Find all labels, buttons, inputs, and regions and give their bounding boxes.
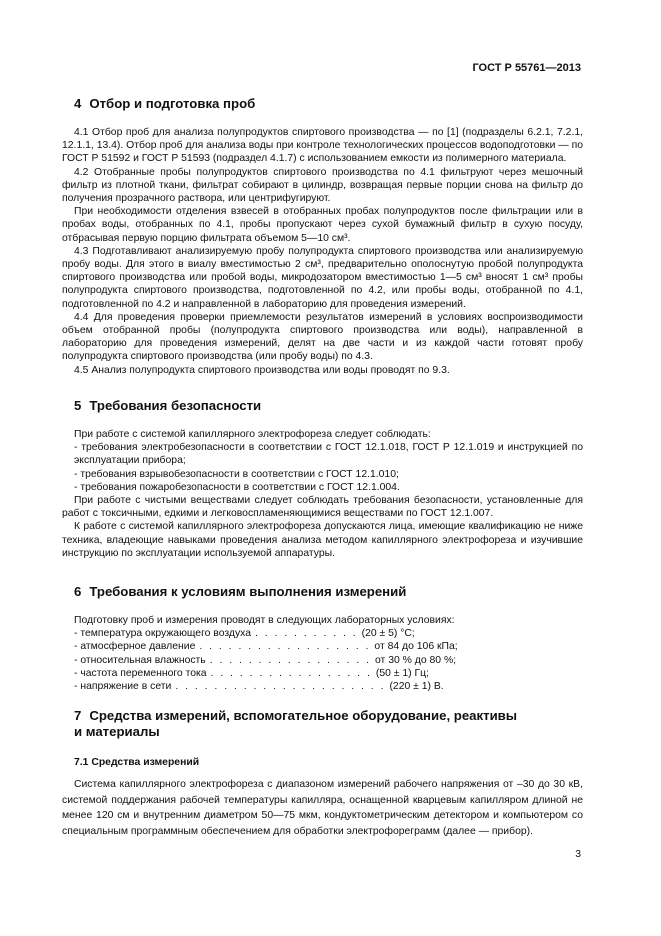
section-number: 6 <box>74 584 82 599</box>
condition-row <box>62 667 583 680</box>
paragraph-7-1: Система капиллярного электрофореза с диапазоном измерений рабочего напряжения от –30 до 30 кВ, системой поддержания рабочей температуры капилляра, оснащенной кварцевым капилляром длиной не менее 120 см и внутренним диаметром 50—75 мкм, кондуктометрическим детектором и компьютером со специальным программным обеспечением для обработки электрофореграмм (далее — прибор). <box>62 779 583 837</box>
paragraph-4-4: 4.4 Для проведения проверки приемлемости результатов измерений в условиях воспроизводимости объем отобранной пробы (полупродукта спиртового производства или воды), направленной в лабораторию для проведения измерений, делят на две части и из каждой части готовят пробу полупродукта спиртового производства (или пробу воды) по 4.3. <box>62 311 583 363</box>
leader-dots: . . . . . . . . . . . . . . . . . . <box>199 641 371 653</box>
section-title: Требования безопасности <box>89 398 262 413</box>
leader-dots: . . . . . . . . . . . . . . . . . <box>209 654 371 666</box>
paragraph-4-5: 4.5 Анализ полупродукта спиртового производства или воды проводят по 9.3. <box>74 364 450 376</box>
condition-value: (50 ± 1) Гц; <box>375 667 429 679</box>
paragraph-5-a: При работе с чистыми веществами следует соблюдать требования безопасности, установленные для работ с токсичными, едкими и легковоспламеняющимися веществами по ГОСТ 12.1.007. <box>62 495 583 520</box>
subsection-7-1-heading: 7.1 Средства измерений <box>74 757 200 768</box>
section-4-body <box>62 126 583 377</box>
list-item: - требования электробезопасности в соответствии с ГОСТ 12.1.018, ГОСТ Р 12.1.019 и инструкцией по эксплуатации прибора; <box>74 442 583 467</box>
condition-value: (20 ± 5) °С; <box>361 628 415 640</box>
section-number: 7 <box>74 708 82 723</box>
condition-value: (220 ± 1) В. <box>389 681 444 693</box>
leader-dots: . . . . . . . . . . . . . . . . . <box>210 667 372 679</box>
condition-label: - атмосферное давление <box>74 641 196 653</box>
section-4-heading <box>62 96 583 112</box>
paragraph-4-3: 4.3 Подготавливают анализируемую пробу полупродукта спиртового производства или анализируемую пробу воды. Для этого в виалу вместимостью 2 см³, предварительно ополоснутую пробой полупродукта спиртового производства или пробой воды, микродозатором вместимостью 1—5 см³ вносят 1 см³ пробы полупродукта спиртового производства, подготовленной по 4.2, или пробы воды, отобранной по 4.1, подготовленной по 4.2 и направленной в лабораторию для проведения измерений. <box>62 245 583 310</box>
condition-label: - частота переменного тока <box>74 667 207 679</box>
section-5 <box>62 398 583 414</box>
condition-value: от 84 до 106 кПа; <box>374 641 458 653</box>
section-6 <box>62 584 583 600</box>
condition-label: - температура окружающего воздуха <box>74 628 252 640</box>
section-4 <box>62 96 583 112</box>
standard-designation: ГОСТ Р 55761—2013 <box>472 62 581 74</box>
section-title: Требования к условиям выполнения измерений <box>89 584 407 599</box>
section-5-body <box>62 428 583 560</box>
condition-row <box>62 627 583 640</box>
condition-label: - напряжение в сети <box>74 681 172 693</box>
leader-dots: . . . . . . . . . . . <box>255 628 358 640</box>
paragraph-5-intro: При работе с системой капиллярного электрофореза следует соблюдать: <box>74 429 431 440</box>
section-title-continued: и материалы <box>74 724 160 739</box>
condition-row <box>62 654 583 667</box>
section-6-heading <box>62 584 583 600</box>
section-7-body <box>62 756 583 839</box>
section-number: 4 <box>74 96 82 111</box>
condition-row <box>62 680 583 693</box>
section-7-heading <box>62 708 583 740</box>
list-item: - требования пожаробезопасности в соответствии с ГОСТ 12.1.004. <box>74 481 400 493</box>
section-title: Отбор и подготовка проб <box>89 96 256 111</box>
section-5-heading <box>62 398 583 414</box>
section-title: Средства измерений, вспомогательное оборудование, реактивы <box>89 708 518 723</box>
page-number: 3 <box>575 849 581 860</box>
paragraph-4-1: 4.1 Отбор проб для анализа полупродуктов спиртового производства — по [1] (подразделы 6.2.1, 7.2.1, 12.1.1, 13.4). Отбор проб для анализа воды при контроле технологических процессов водоподготовки — по ГОСТ Р 51592 и ГОСТ Р 51593 (подраздел 4.1.7) с использованием емкости из полимерного материала. <box>62 127 583 165</box>
section-7 <box>62 708 583 740</box>
paragraph-5-b: К работе с системой капиллярного электрофореза допускаются лица, имеющие квалификацию не ниже техника, владеющие навыками проведения анализа методом капиллярного электрофореза и изучившие инструкцию по эксплуатации используемой аппаратуры. <box>62 521 583 559</box>
section-number: 5 <box>74 398 82 413</box>
paragraph-6-intro: Подготовку проб и измерения проводят в следующих лабораторных условиях: <box>74 615 455 626</box>
condition-label: - относительная влажность <box>74 654 206 666</box>
list-item: - требования взрывобезопасности в соответствии с ГОСТ 12.1.010; <box>74 468 399 480</box>
condition-value: от 30 % до 80 %; <box>375 654 457 666</box>
section-6-body <box>62 614 583 693</box>
paragraph-4-2-b: При необходимости отделения взвесей в отобранных пробах полупродуктов после фильтрации или в пробах воды, отобранных по 4.1, пробы пропускают через сухой бумажный фильтр в сухую посуду, отбрасывая первую порцию фильтрата объемом 5—10 см³. <box>62 206 583 244</box>
paragraph-4-2: 4.2 Отобранные пробы полупродуктов спиртового производства по 4.1 фильтруют через мешочный фильтр из плотной ткани, фильтрат собирают в цилиндр, возвращая первые порции снова на фильтр до получения прозрачного раствора, или центрифугируют. <box>62 166 583 205</box>
leader-dots: . . . . . . . . . . . . . . . . . . . . . . <box>175 681 386 693</box>
condition-row <box>62 640 583 653</box>
